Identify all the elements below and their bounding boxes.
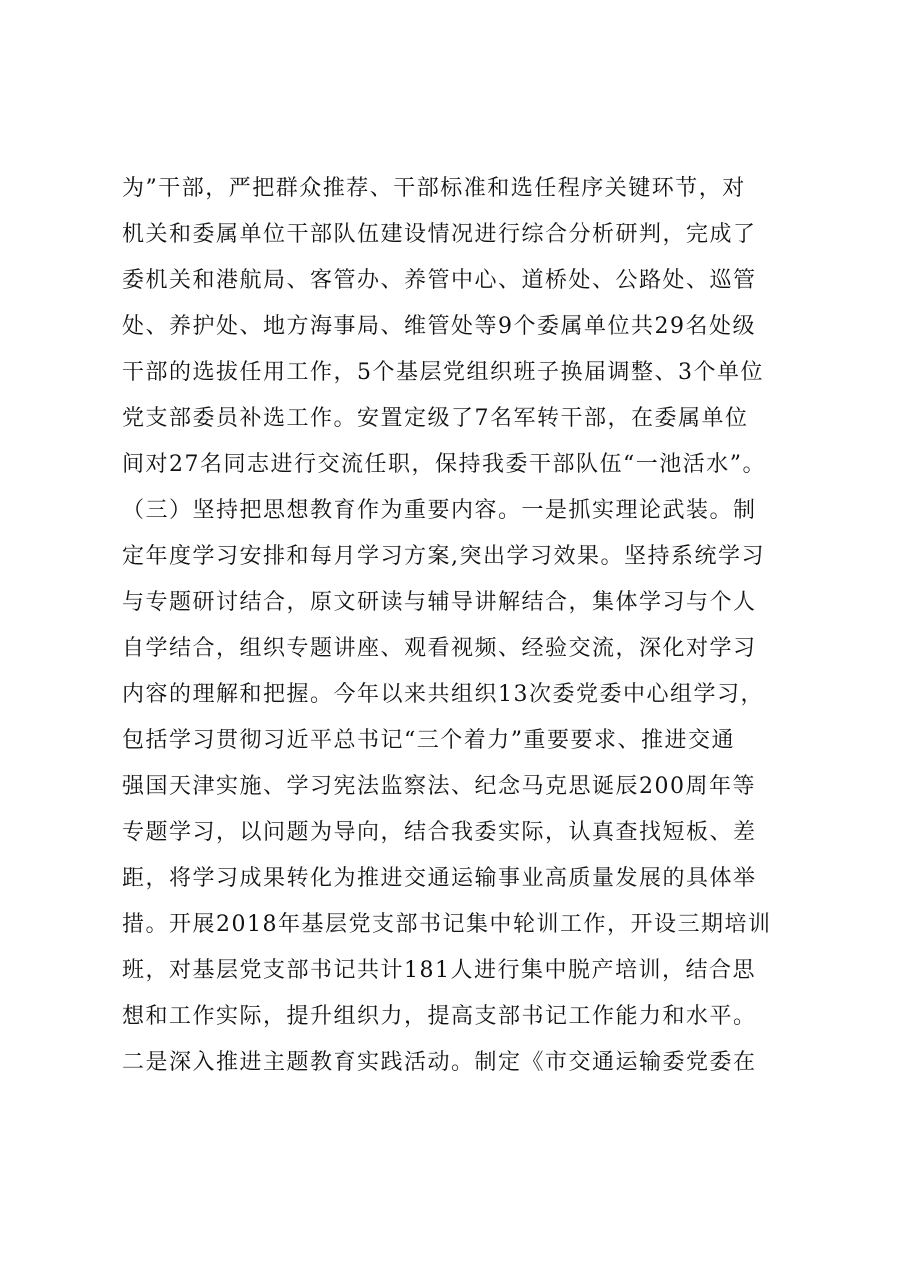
body-text <box>122 166 812 1086</box>
text-line: 委机关和港航局、客管办、养管中心、道桥处、公路处、巡管 <box>122 268 757 293</box>
text-line: 定年度学习安排和每月学习方案,突出学习效果。坚持系统学习 <box>122 544 765 569</box>
text-line: 党支部委员补选工作。安置定级了7名军转干部，在委属单位 <box>122 406 749 431</box>
text-line: 距，将学习成果转化为推进交通运输事业高质量发展的具体举 <box>122 866 757 891</box>
text-line: 内容的理解和把握。今年以来共组织13次委党委中心组学习， <box>122 682 764 707</box>
text-line: 机关和委属单位干部队伍建设情况进行综合分析研判，完成了 <box>122 222 757 247</box>
text-line: （三）坚持把思想教育作为重要内容。一是抓实理论武装。制 <box>122 498 757 523</box>
text-line: 为”干部，严把群众推荐、干部标准和选任程序关键环节，对 <box>122 176 746 201</box>
text-line: 包括学习贯彻习近平总书记“三个着力”重要要求、推进交通 <box>122 728 735 753</box>
text-line: 想和工作实际，提升组织力，提高支部书记工作能力和水平。 <box>122 1004 757 1029</box>
text-line: 强国天津实施、学习宪法监察法、纪念马克思诞辰200周年等 <box>122 774 756 799</box>
text-line: 二是深入推进主题教育实践活动。制定《市交通运输委党委在 <box>122 1050 757 1075</box>
text-line: 处、养护处、地方海事局、维管处等9个委属单位共29名处级 <box>122 314 756 339</box>
text-line: 自学结合，组织专题讲座、观看视频、经验交流，深化对学习 <box>122 636 757 661</box>
text-line: 干部的选拔任用工作，5个基层党组织班子换届调整、3个单位 <box>122 360 764 385</box>
text-line: 专题学习，以问题为导向，结合我委实际，认真查找短板、差 <box>122 820 757 845</box>
text-line: 间对27名同志进行交流任职，保持我委干部队伍“一池活水”。 <box>122 452 766 477</box>
text-line: 措。开展2018年基层党支部书记集中轮训工作，开设三期培训 <box>122 912 772 937</box>
text-line: 与专题研讨结合，原文研读与辅导讲解结合，集体学习与个人 <box>122 590 757 615</box>
text-line: 班，对基层党支部书记共计181人进行集中脱产培训，结合思 <box>122 958 756 983</box>
